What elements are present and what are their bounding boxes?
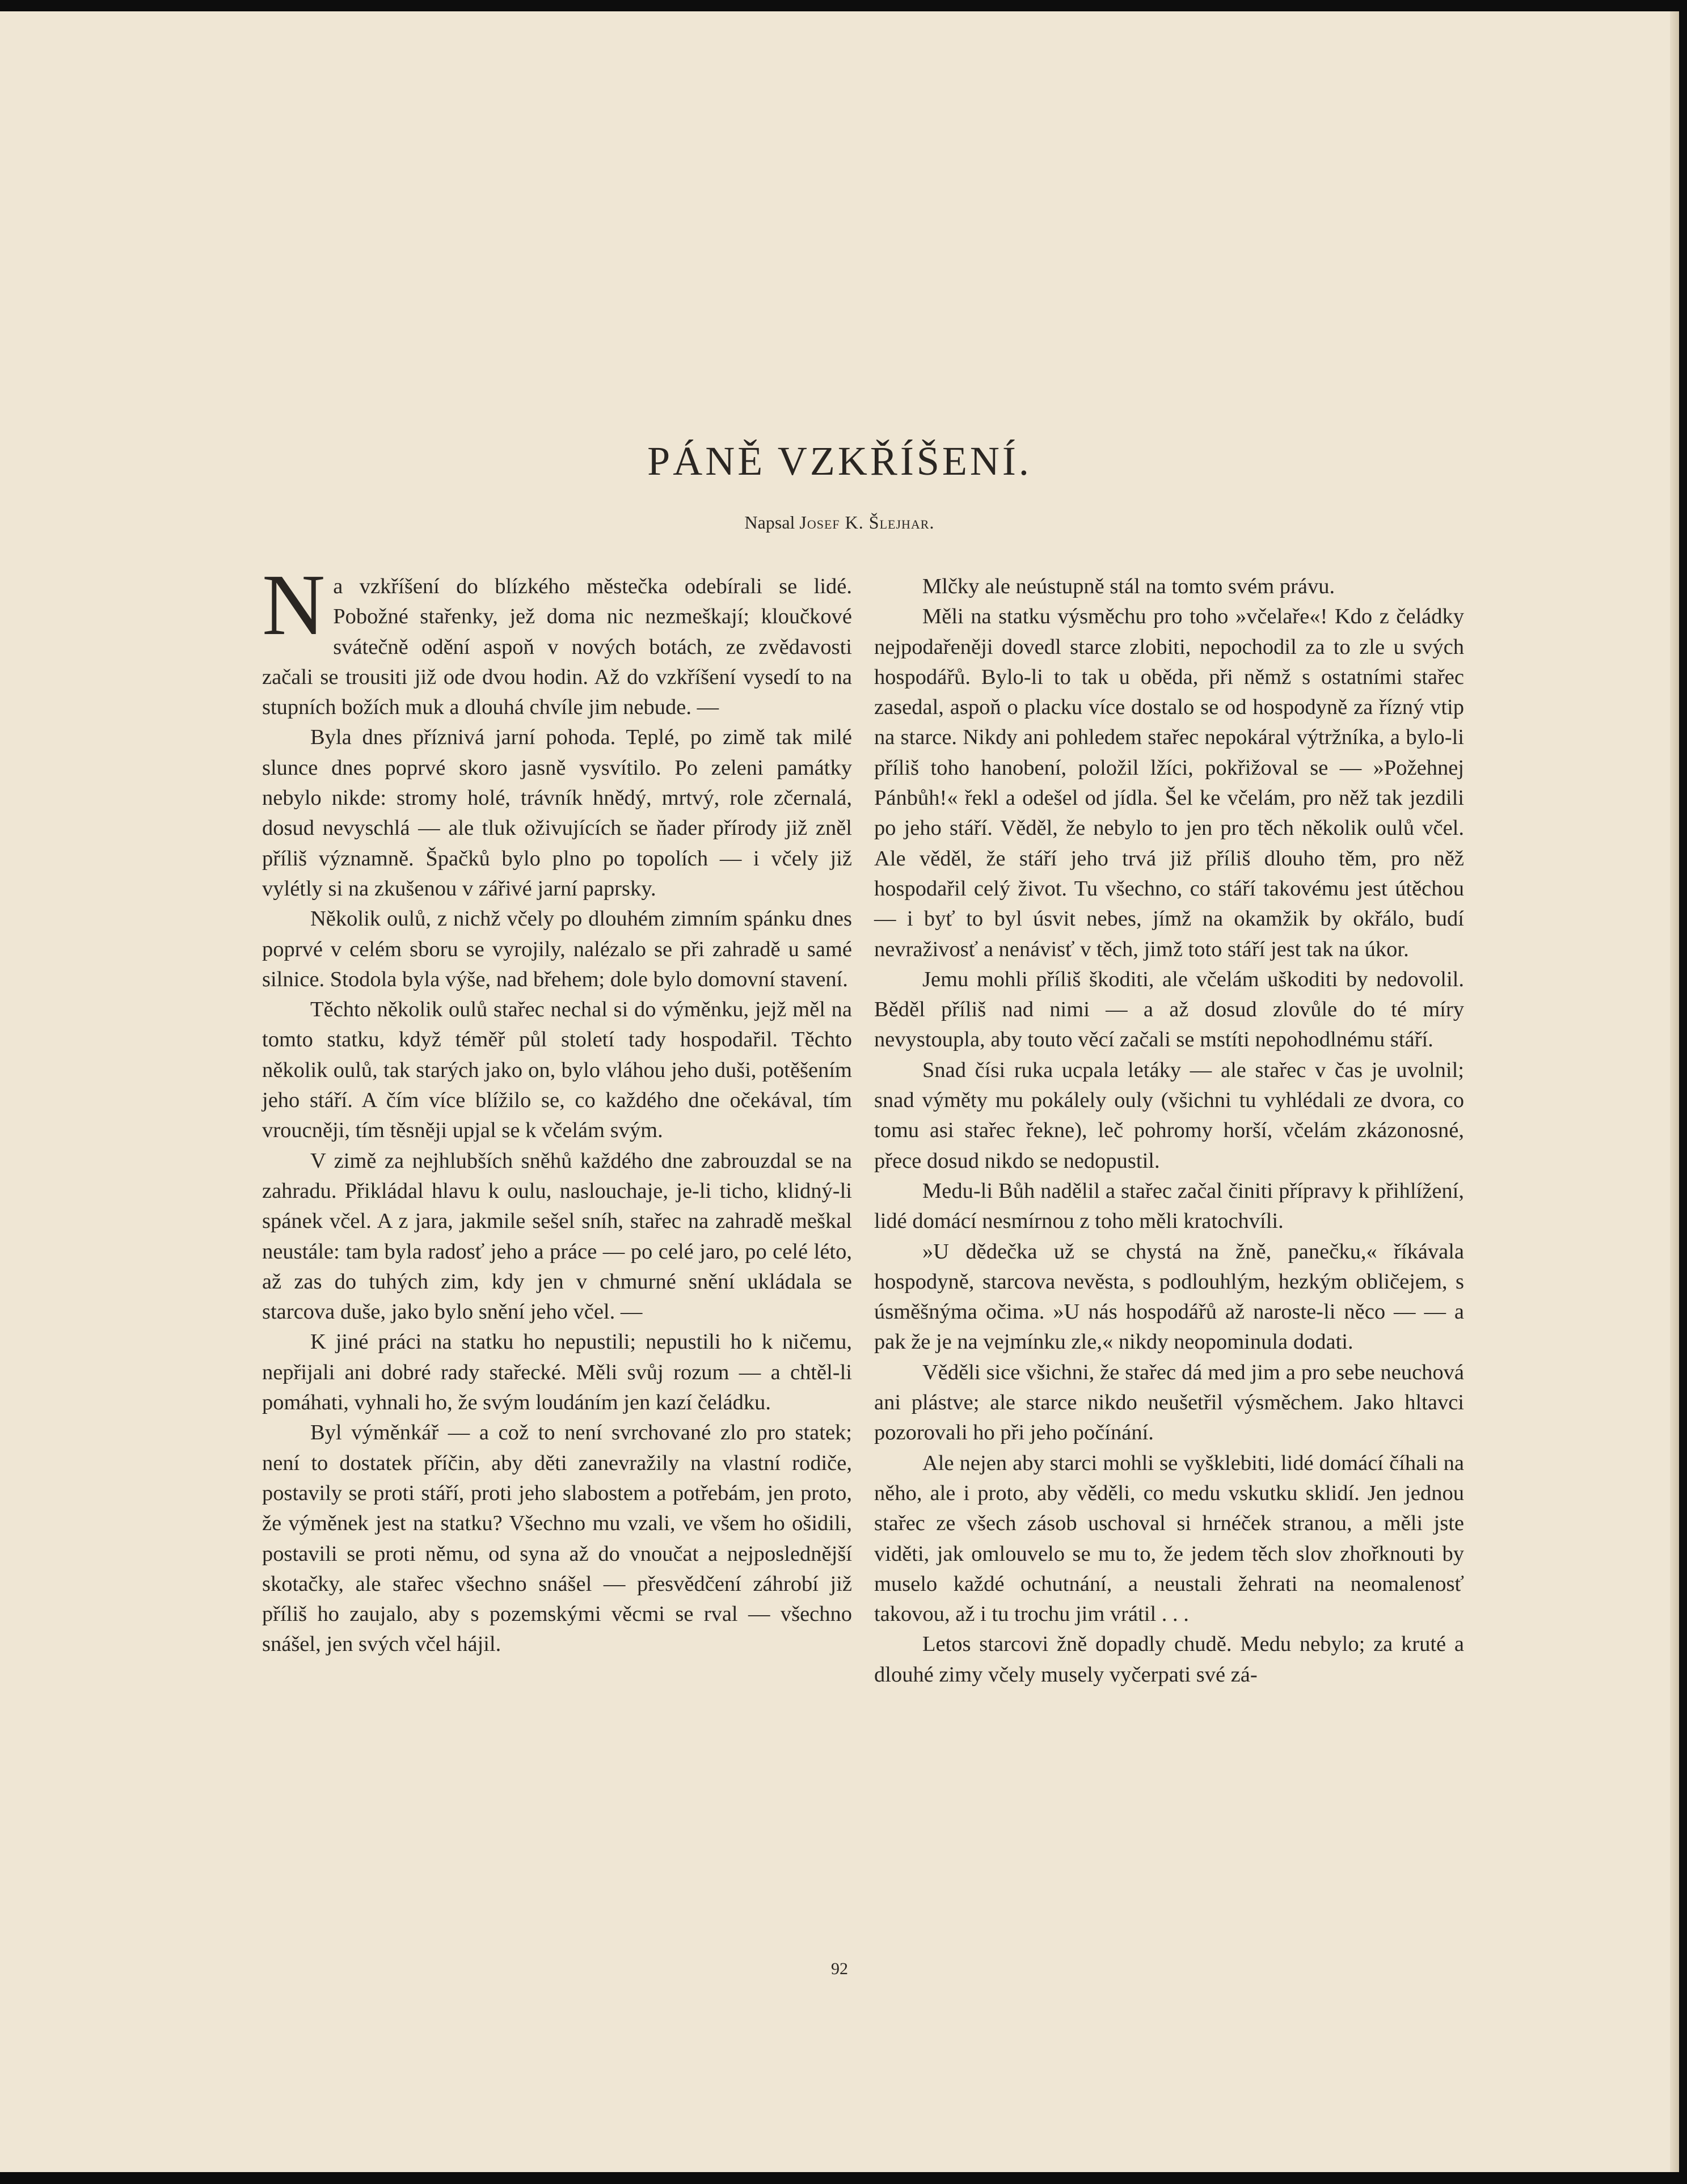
paragraph: Měli na statku výsměchu pro toho »včelaře«! Kdo z čeládky nejpodařeněji dovedl starce zlobiti, nepochodil za to zle u svých hospodářů. Bylo-li to tak u oběda, při němž s ostatními stařec zasedal, aspoň o placku více dostalo se od hospodyně za řízný vtip na starce. Nikdy ani pohledem stařec nepokáral výtržníka, a bylo-li příliš toho hanobení, položil lžíci, pokřižoval se — »Požehnej Pánbůh!« řekl a odešel od jídla. Šel ke včelám, pro něž tak jezdili po jeho stáří. Věděl, že nebylo to jen pro těch několik oulů včel. Ale věděl, že stáří jeho trvá již příliš dlouho těm, pro něž hospodařil celý život. Tu všechno, co stáří takovému jest útěchou — i byť to byl úsvit nebes, jímž na okamžik by okřálo, budí nevraživosť a nenávisť v těch, jimž toto stáří jest tak na úkor.: [874, 605, 1464, 961]
paragraph: Medu-li Bůh nadělil a stařec začal činiti přípravy k přihlížení, lidé domácí nesmírnou z toho měli kratochvíli.: [874, 1178, 1464, 1233]
paragraph: V zimě za nejhlubších sněhů každého dne zabrouzdal se na zahradu. Přikládal hlavu k oulu, naslouchaje, je-li ticho, klidný-li spánek včel. A z jara, jakmile sešel sníh, stařec na zahradě meškal neustále: tam byla radosť jeho a práce — po celé jaro, po celé léto, až zas do tuhých zim, kdy jen v chmurné snění ukládala se starcova duše, jako bylo snění jeho včel. —: [262, 1148, 852, 1324]
paragraph: Věděli sice všichni, že stařec dá med jim a pro sebe neuchová ani plástve; ale starce nikdo neušetřil výsměchem. Jako hltavci pozorovali ho při jeho počínání.: [874, 1360, 1464, 1445]
paragraph: K jiné práci na statku ho nepustili; nepustili ho k ničemu, nepřijali ani dobré rady stařecké. Měli svůj rozum — a chtěl-li pomáhati, vyhnali ho, že svým loudáním jen kazí čeládku.: [262, 1330, 852, 1415]
opening-paragraph: [262, 557, 852, 723]
byline: [0, 512, 1679, 533]
drop-cap: N: [262, 557, 326, 653]
paragraph: Byl výměnkář — a což to není svrchované zlo pro statek; není to dostatek příčin, aby děti zanevražily na vlastní rodiče, postavily se proti stáří, proti jeho slabostem a potřebám, jen proto, že výměnek jest na statku? Všechno mu vzali, ve všem ho ošidili, postavili se proti němu, od syna až do vnoučat a nejposlednější skotačky, ale stařec všechno snášel — přesvědčení záhrobí již příliš ho zaujalo, aby s pozemskými věcmi se rval — všechno snášel, jen svých včel hájil.: [262, 1421, 852, 1657]
paragraph: Jemu mohli příliš škoditi, ale včelám uškoditi by nedovolil. Běděl příliš nad nimi — a až dosud zlovůle do té míry nevystoupla, aby touto věcí začali se mstíti nepohodlnému stáří.: [874, 967, 1464, 1052]
paragraph: Mlčky ale neústupně stál na tomto svém právu.: [922, 574, 1335, 598]
paragraph: Snad čísi ruka ucpala letáky — ale stařec v čas je uvolnil; snad výměty mu pokálely ouly (všichni tu vyhlédali ze dvora, co tomu asi stařec řekne), leč pohromy horší, včelám zkázonosné, přece dosud nikdo se nedopustil.: [874, 1058, 1464, 1173]
right-column: [874, 572, 1464, 1690]
opening-paragraph-text: a vzkříšení do blízkého městečka odebírali se lidé. Pobožné stařenky, jež doma nic nezmeškají; klоučkové svátečně odění aspoň v nových botách, ze zvědavosti začali se trousiti již ode dvou hodin. Až do vzkříšení vysedí to na stupních božích muk a dlouhá chvíle jim nebude. —: [262, 574, 852, 720]
paragraph: »U dědečka už se chystá na žně, panečku,« říkávala hospodyně, starcova nevěsta, s podlouhlým, hezkým obličejem, s úsměšnýma očima. »U nás hospodářů až naroste-li něco — — a pak že je na vejmínku zle,« nikdy neopominula dodati.: [874, 1239, 1464, 1354]
author-name: Josef K. Šlejhar.: [799, 512, 935, 533]
book-page: [0, 11, 1679, 2172]
paragraph: Několik oulů, z nichž včely po dlouhém zimním spánku dnes poprvé v celém sboru se vyrojily, nalézalo se při zahradě u samé silnice. Stodola byla výše, nad břehem; dole bylo domovní stavení.: [262, 907, 852, 991]
byline-prefix: Napsal: [744, 512, 795, 533]
paragraph: Ale nejen aby starci mohli se vyšklebiti, lidé domácí číhali na něho, ale i proto, aby věděli, co medu vskutku sklidí. Jen jednou stařec ze všech zásob uschoval si hrnéček stranou, a měli jste viděti, jak omlouvelo se mu to, že jedem těch slov zhořknouti by muselo každé ochutnání, a neustali žehrati na neomalenosť takovou, až i tu trochu jim vrátil . . .: [874, 1451, 1464, 1627]
scan-edge: [1670, 11, 1679, 2172]
paragraph: Letos starcovi žně dopadly chudě. Medu nebylo; za kruté a dlouhé zimy včely musely vyčerpati své zá-: [874, 1632, 1464, 1687]
paragraph: Těchto několik oulů stařec nechal si do výměnku, jejž měl na tomto statku, když téměř půl století tady hospodařil. Těchto několik oulů, tak starých jako on, bylo vláhou jeho duši, potěšením jeho stáří. A čím více blížilo se, co každého dne očekával, tím vroucněji, tím těsněji upjal se k včelám svým.: [262, 998, 852, 1143]
paragraph: Byla dnes příznivá jarní pohoda. Teplé, po zimě tak milé slunce dnes poprvé skoro jasně vysvítilo. Po zeleni památky nebylo nikde: stromy holé, trávník hnědý, mrtvý, role zčernalá, dosud nevyschlá — ale tluk oživujících se ňader přírody již zněl příliš významně. Špačků bylo plno po topolích — i včely již vylétly si na zkušenou v zářivé jarní paprsky.: [262, 725, 852, 901]
left-column: [262, 557, 852, 1660]
article-title: PÁNĚ VZKŘÍŠENÍ.: [647, 438, 1032, 484]
page-number: 92: [831, 1959, 848, 1978]
